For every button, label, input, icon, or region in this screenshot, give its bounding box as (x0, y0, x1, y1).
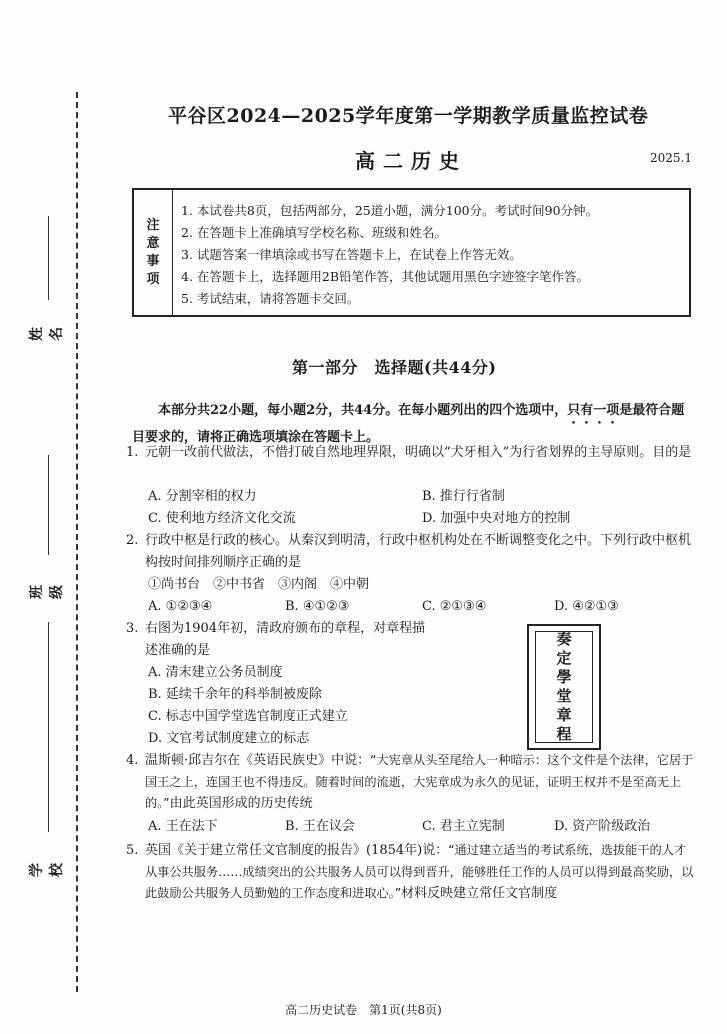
option-c[interactable]: C. 使利地方经济文化交流 (148, 511, 296, 526)
subject-title: 高二历史 (355, 149, 467, 173)
option-a[interactable]: A. 清末建立公务员制度 (148, 665, 283, 680)
option-c[interactable]: C. ②①③④ (422, 599, 487, 614)
notice-box (132, 188, 691, 317)
option-a[interactable]: A. ①②③④ (148, 599, 213, 614)
notice-label: 注 意 事 项 (134, 190, 173, 315)
notice-item: 4. 在答题卡上，选择题用2B铅笔作答，其他试题用黑色字迹签字笔作答。 (181, 269, 590, 284)
emphasis-text: 只有一项 (567, 403, 620, 418)
school-field-line[interactable] (48, 622, 49, 832)
notice-item: 5. 考试结束，请将答题卡交回。 (181, 291, 360, 306)
quotation: “通过建立适当的考试系统，选拔能干的人才从事公共服务……成绩突出的公共服务人员可以得到晋升，能够胜任工作的人员可以得到最高奖励，以此鼓励公共服务人员勤勉的工作态度和进取心。” (145, 843, 694, 900)
option-c[interactable]: C. 标志中国学堂选官制度正式建立 (148, 709, 348, 724)
question-1: 1. 元朝一改前代做法，不惜打破自然地理界限，明确以“犬牙相入”为行省划界的主导原则。目的是 (126, 445, 692, 460)
option-b[interactable]: B. 推行行省制 (422, 489, 505, 504)
notice-list (181, 200, 681, 310)
option-c[interactable]: C. 君主立宪制 (422, 819, 505, 834)
option-a[interactable]: A. 王在法下 (148, 819, 218, 834)
notice-item: 3. 试题答案一律填涂或书写在答题卡上，在试卷上作答无效。 (181, 247, 522, 262)
part-one-instructions: 本部分共22小题，每小题2分，共44分。在每小题列出的四个选项中，只有一项是最符合题目要求的，请将正确选项填涂在答题卡上。 (132, 403, 685, 445)
question-4: 4. 温斯顿·邱吉尔在《英语民族史》中说：“大宪章从头至尾给人一种暗示：这个文件是个法律，它居于国王之上，连国王也不得违反。随着时间的流逝，大宪章成为永久的见证，证明王权并不是至高无上的。”由此英国形成的历史传统 (126, 753, 694, 811)
notice-item: 2. 在答题卡上准确填写学校名称、班级和姓名。 (181, 225, 447, 240)
option-a[interactable]: A. 分割宰相的权力 (148, 489, 257, 504)
page-footer: 高二历史试卷 第1页(共8页) (285, 1003, 442, 1017)
school-label: 学校 (29, 863, 65, 877)
option-d[interactable]: D. ④②①③ (554, 599, 619, 614)
regulation-title-image: 奏 定 學 堂 章 程 (527, 624, 601, 750)
option-b[interactable]: B. ④①②③ (285, 599, 350, 614)
exam-date: 2025.1 (650, 151, 692, 165)
question-5: 5. 英国《关于建立常任文官制度的报告》(1854年)说：“通过建立适当的考试系统，选拔能干的人才从事公共服务……成绩突出的公共服务人员可以得到晋升，能够胜任工作的人员可以得到最高奖励，以此鼓励公共服务人员勤勉的工作态度和进取心。”材料反映建立常任文官制度 (126, 843, 694, 901)
exam-title: 平谷区2024—2025学年度第一学期教学质量监控试卷 (168, 105, 649, 127)
option-b[interactable]: B. 延续千余年的科举制被废除 (148, 687, 322, 702)
option-d[interactable]: D. 文官考试制度建立的标志 (148, 731, 310, 746)
question-3: 3. 右图为1904年初，清政府颁布的章程，对章程描述准确的是 (126, 621, 426, 658)
name-field-line[interactable] (48, 216, 49, 300)
option-b[interactable]: B. 王在议会 (285, 819, 355, 834)
option-d[interactable]: D. 加强中央对地方的控制 (422, 511, 571, 526)
quotation: “大宪章从头至尾给人一种暗示：这个文件是个法律，它居于国王之上，连国王也不得违反。随着时间的流逝，大宪章成为永久的见证，证明王权并不是至高无上的。” (145, 753, 694, 810)
question-2: 2. 行政中枢是行政的核心。从秦汉到明清，行政中枢机构处在不断调整变化之中。下列行政中枢机构按时间排列顺序正确的是 (126, 533, 692, 570)
class-field-line[interactable] (48, 455, 49, 555)
name-label: 姓名 (29, 327, 65, 341)
part-one-title: 第一部分 选择题(共44分) (292, 358, 497, 377)
notice-item: 1. 本试卷共8页，包括两部分，25道小题，满分100分。考试时间90分钟。 (181, 203, 599, 218)
option-d[interactable]: D. 资产阶级政治 (554, 819, 651, 834)
class-label: 班级 (29, 585, 65, 599)
binding-dashed-line (76, 92, 78, 992)
